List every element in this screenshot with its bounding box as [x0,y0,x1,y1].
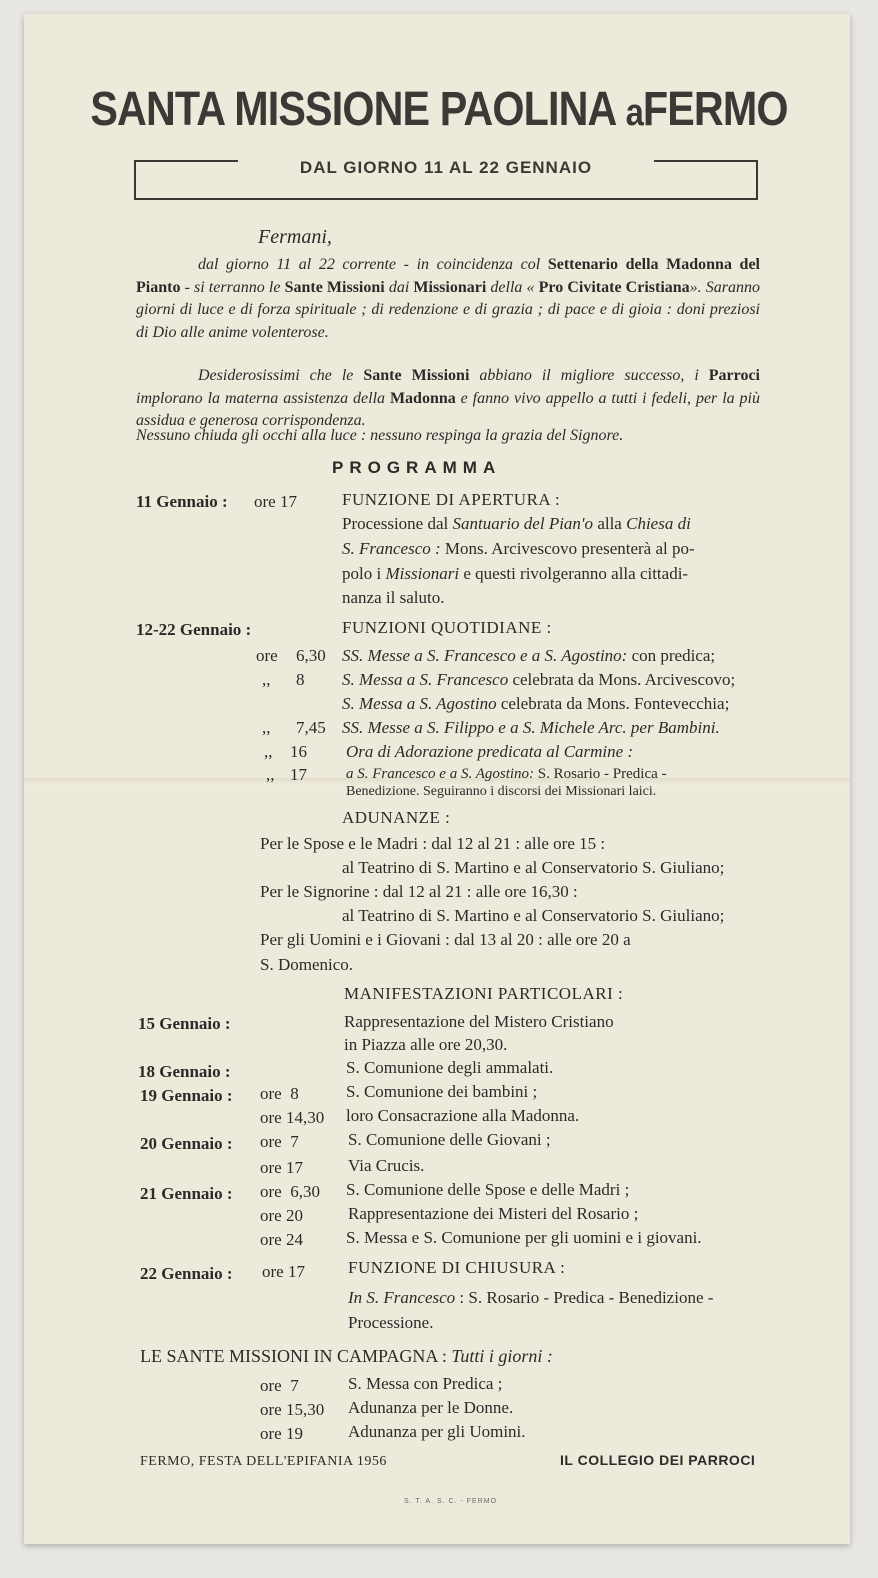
program-heading: PROGRAMMA [332,458,502,477]
quot-time: 16 [290,742,307,761]
manif-text: Rappresentazione del Mistero Cristiano [344,1012,614,1031]
quot-text: S. Messa a S. Agostino celebrata da Mons. Fontevecchia; [342,694,730,713]
apertura-date: 11 Gennaio : [136,492,228,511]
apertura-heading: FUNZIONE DI APERTURA : [342,490,561,509]
quot-time: 17 [290,765,307,784]
apertura-line-3: polo i Missionari e questi rivolgeranno alla cittadi- [342,564,689,583]
manif-text: S. Comunione dei bambini ; [346,1082,538,1101]
campagna-heading: LE SANTE MISSIONI IN CAMPAGNA : Tutti i giorni : [140,1346,553,1366]
manif-text: Via Crucis. [348,1156,425,1175]
manif-date: 21 Gennaio : [140,1184,233,1203]
manif-date: 18 Gennaio : [138,1062,231,1081]
manif-date: 20 Gennaio : [140,1134,233,1153]
manif-time: ore 24 [260,1230,303,1249]
chiusura-line-1: In S. Francesco : S. Rosario - Predica - Benedizione - [348,1288,714,1307]
quot-text: SS. Messe a S. Francesco e a S. Agostino: con predica; [342,646,716,665]
chiusura-date: 22 Gennaio : [140,1264,233,1283]
campagna-text: Adunanza per gli Uomini. [348,1422,526,1441]
campagna-time: ore 19 [260,1424,303,1443]
manif-date: 19 Gennaio : [140,1086,233,1105]
manif-time: ore 14,30 [260,1108,325,1127]
quot-prefix: ,, [266,765,275,784]
apertura-line-4: nanza il saluto. [342,588,445,607]
title-a: a [625,92,643,134]
adunanze-heading: ADUNANZE : [342,808,451,827]
quot-time: 6,30 [296,646,326,665]
manif-time: ore 20 [260,1206,303,1225]
manif-time: ore 7 [260,1132,299,1151]
apertura-time: ore 17 [254,492,297,511]
footer-signature: IL COLLEGIO DEI PARROCI [560,1452,756,1468]
apertura-line-2: S. Francesco : Mons. Arcivescovo presenterà al po- [342,539,695,558]
printer-mark: S. T. A. S. C. - FERMO [404,1498,498,1505]
adunanze-line: Per gli Uomini e i Giovani : dal 13 al 20 : alle ore 20 a [260,930,631,949]
intro-paragraph-2: Desiderosissimi che le Sante Missioni abbiano il migliore successo, i Parroci implorano la materna assistenza della Madonna e fanno vivo appello a tutti i fedeli, per la più assidua e generosa corrispondenza. [136,367,761,429]
title-city: FERMO [642,83,788,136]
manif-time: ore 6,30 [260,1182,320,1201]
chiusura-line-2: Processione. [348,1313,434,1332]
manif-text: S. Comunione degli ammalati. [346,1058,554,1077]
campagna-time: ore 15,30 [260,1400,325,1419]
quot-prefix: ,, [264,742,273,761]
campagna-text: Adunanza per le Donne. [348,1398,514,1417]
quot-prefix: ,, [262,670,271,689]
quot-prefix: ore [256,646,278,665]
greeting: Fermani, [258,226,332,248]
intro-paragraph-1: dal giorno 11 al 22 corrente - in coincidenza col Settenario della Madonna del Pianto - si terranno le Sante Missioni dai Missionari della « Pro Civitate Cristiana». Saranno giorni di luce e di forza spirituale ; di redenzione e di grazia ; di pace e di gioia : doni preziosi di Dio alle anime volenterose. [136,256,761,341]
adunanze-line: Per le Spose e le Madri : dal 12 al 21 : alle ore 15 : [260,834,606,853]
quot-text: SS. Messe a S. Filippo e a S. Michele Arc. per Bambini. [342,718,720,737]
quot-text: a S. Francesco e a S. Agostino: S. Rosario - Predica - [346,766,667,782]
manif-time: ore 8 [260,1084,299,1103]
manif-text: S. Comunione delle Spose e delle Madri ; [346,1180,630,1199]
title-main: SANTA MISSIONE PAOLINA [90,83,615,136]
apertura-line-1: Processione dal Santuario del Pian'o alla Chiesa di [342,514,691,533]
manif-text: loro Consacrazione alla Madonna. [346,1106,580,1125]
poster-title [61,82,816,137]
adunanze-line: al Teatrino di S. Martino e al Conservatorio S. Giuliano; [342,906,725,925]
campagna-text: S. Messa con Predica ; [348,1374,503,1393]
quotidiane-date: 12-22 Gennaio : [136,620,252,639]
footer-place-date: FERMO, FESTA DELL'EPIFANIA 1956 [140,1454,387,1469]
manif-text: in Piazza alle ore 20,30. [344,1035,508,1054]
quot-text: Ora di Adorazione predicata al Carmine : [346,742,634,761]
quot-text: S. Messa a S. Francesco celebrata da Mons. Arcivescovo; [342,670,736,689]
campagna-time: ore 7 [260,1376,299,1395]
manifestazioni-heading: MANIFESTAZIONI PARTICOLARI : [344,984,624,1003]
manif-text: S. Comunione delle Giovani ; [348,1130,551,1149]
chiusura-time: ore 17 [262,1262,305,1281]
quot-time: 8 [296,670,305,689]
date-range: DAL GIORNO 11 AL 22 GENNAIO [299,158,593,177]
manif-time: ore 17 [260,1158,303,1177]
chiusura-heading: FUNZIONE DI CHIUSURA : [348,1258,566,1277]
quot-time: 7,45 [296,718,326,737]
adunanze-line: S. Domenico. [260,955,354,974]
manif-text: Rappresentazione dei Misteri del Rosario ; [348,1204,639,1223]
quot-prefix: ,, [262,718,271,737]
intro-paragraph-3: Nessuno chiuda gli occhi alla luce : nessuno respinga la grazia del Signore. [136,427,624,444]
adunanze-line: al Teatrino di S. Martino e al Conservatorio S. Giuliano; [342,858,725,877]
manif-date: 15 Gennaio : [138,1014,231,1033]
adunanze-line: Per le Signorine : dal 12 al 21 : alle ore 16,30 : [260,882,578,901]
quotidiane-heading: FUNZIONI QUOTIDIANE : [342,618,552,637]
manif-text: S. Messa e S. Comunione per gli uomini e i giovani. [346,1228,702,1247]
quot-last-line: Benedizione. Seguiranno i discorsi dei Missionari laici. [346,784,657,799]
